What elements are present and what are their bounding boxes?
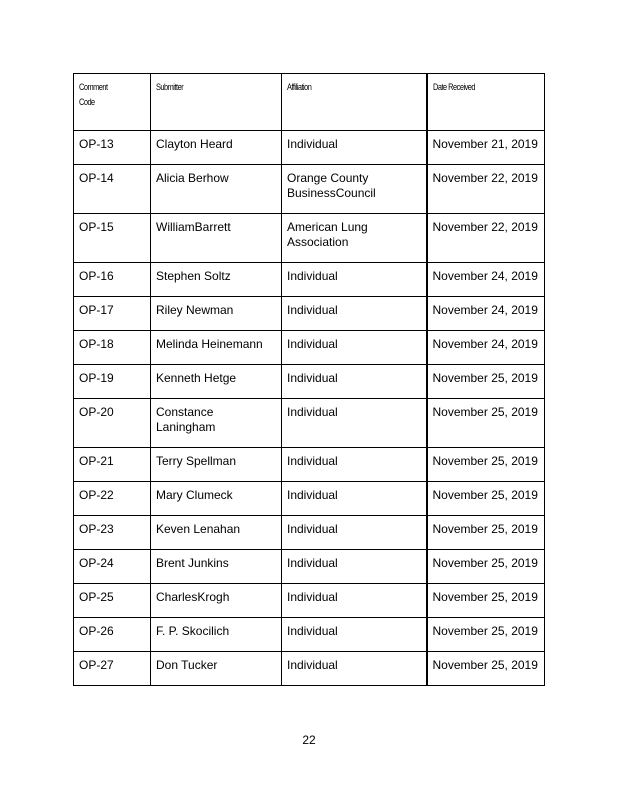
cell-submitter: Brent Junkins: [151, 550, 282, 584]
table-row: [74, 263, 545, 297]
cell-comment-code: OP-18: [74, 331, 151, 365]
cell-comment-code: OP-15: [74, 214, 151, 263]
table-row: [74, 214, 545, 263]
header-comment-code: Comment Code: [74, 74, 151, 131]
cell-date-received: November 25, 2019: [427, 550, 545, 584]
cell-affiliation: Orange County BusinessCouncil: [282, 165, 427, 214]
cell-date-received: November 25, 2019: [427, 516, 545, 550]
cell-submitter: Terry Spellman: [151, 448, 282, 482]
cell-affiliation: Individual: [282, 263, 427, 297]
table-row: [74, 131, 545, 165]
header-submitter: Submitter: [151, 74, 282, 131]
cell-affiliation: Individual: [282, 550, 427, 584]
cell-affiliation: American Lung Association: [282, 214, 427, 263]
cell-date-received: November 24, 2019: [427, 297, 545, 331]
cell-affiliation: Individual: [282, 331, 427, 365]
cell-submitter: Kenneth Hetge: [151, 365, 282, 399]
cell-date-received: November 24, 2019: [427, 263, 545, 297]
cell-submitter: Clayton Heard: [151, 131, 282, 165]
table-row: [74, 448, 545, 482]
cell-date-received: November 25, 2019: [427, 584, 545, 618]
cell-comment-code: OP-16: [74, 263, 151, 297]
cell-comment-code: OP-23: [74, 516, 151, 550]
cell-comment-code: OP-24: [74, 550, 151, 584]
page-number: 22: [302, 733, 316, 747]
cell-date-received: November 24, 2019: [427, 331, 545, 365]
cell-submitter: WilliamBarrett: [151, 214, 282, 263]
cell-date-received: November 25, 2019: [427, 448, 545, 482]
table-row: [74, 297, 545, 331]
table-row: [74, 652, 545, 686]
cell-submitter: Riley Newman: [151, 297, 282, 331]
table-header-row: [74, 74, 545, 131]
cell-submitter: Alicia Berhow: [151, 165, 282, 214]
table-row: [74, 550, 545, 584]
cell-affiliation: Individual: [282, 618, 427, 652]
cell-affiliation: Individual: [282, 516, 427, 550]
cell-comment-code: OP-14: [74, 165, 151, 214]
cell-affiliation: Individual: [282, 652, 427, 686]
cell-comment-code: OP-26: [74, 618, 151, 652]
cell-comment-code: OP-13: [74, 131, 151, 165]
table-row: [74, 584, 545, 618]
cell-affiliation: Individual: [282, 131, 427, 165]
table-row: [74, 399, 545, 448]
header-date-received: Date Received: [427, 74, 545, 131]
cell-date-received: November 25, 2019: [427, 482, 545, 516]
cell-affiliation: Individual: [282, 482, 427, 516]
table-row: [74, 618, 545, 652]
cell-date-received: November 25, 2019: [427, 365, 545, 399]
cell-date-received: November 22, 2019: [427, 165, 545, 214]
cell-date-received: November 22, 2019: [427, 214, 545, 263]
table-row: [74, 482, 545, 516]
cell-date-received: November 25, 2019: [427, 618, 545, 652]
cell-comment-code: OP-22: [74, 482, 151, 516]
cell-submitter: CharlesKrogh: [151, 584, 282, 618]
cell-comment-code: OP-19: [74, 365, 151, 399]
cell-submitter: Keven Lenahan: [151, 516, 282, 550]
cell-date-received: November 25, 2019: [427, 399, 545, 448]
table-body: [74, 131, 545, 686]
cell-affiliation: Individual: [282, 584, 427, 618]
cell-date-received: November 21, 2019: [427, 131, 545, 165]
table-row: [74, 331, 545, 365]
table-row: [74, 516, 545, 550]
cell-submitter: Mary Clumeck: [151, 482, 282, 516]
cell-affiliation: Individual: [282, 365, 427, 399]
table-row: [74, 165, 545, 214]
cell-comment-code: OP-20: [74, 399, 151, 448]
table-row: [74, 365, 545, 399]
cell-comment-code: OP-25: [74, 584, 151, 618]
cell-submitter: Don Tucker: [151, 652, 282, 686]
cell-affiliation: Individual: [282, 297, 427, 331]
cell-submitter: Melinda Heinemann: [151, 331, 282, 365]
header-affiliation: Affiliation: [282, 74, 427, 131]
cell-submitter: F. P. Skocilich: [151, 618, 282, 652]
cell-comment-code: OP-27: [74, 652, 151, 686]
cell-date-received: November 25, 2019: [427, 652, 545, 686]
cell-submitter: Constance Laningham: [151, 399, 282, 448]
cell-comment-code: OP-21: [74, 448, 151, 482]
cell-comment-code: OP-17: [74, 297, 151, 331]
comments-table: [73, 73, 545, 686]
cell-submitter: Stephen Soltz: [151, 263, 282, 297]
cell-affiliation: Individual: [282, 448, 427, 482]
cell-affiliation: Individual: [282, 399, 427, 448]
